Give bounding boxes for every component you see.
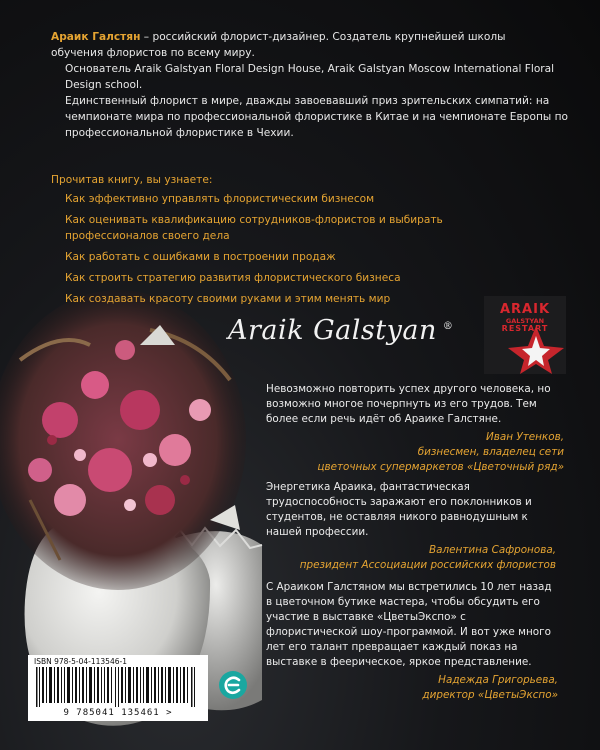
- review-quote: С Араиком Галстяном мы встретились 10 лет назад в цветочном бутике мастера, чтобы обсудить его участие в выставке «ЦветыЭкспо» с флористической шоу-программой. И вот уже много лет его талант превращает каждый показ на выставке в феерическое, яркое представление.: [266, 581, 552, 668]
- author-intro: [51, 29, 571, 141]
- barcode: [28, 655, 208, 721]
- author-signature: [228, 315, 453, 346]
- review-author: Валентина Сафронова,: [429, 544, 556, 556]
- review-author: Иван Утенков,: [486, 431, 564, 443]
- barcode-digits: 9 785041 135461 >: [63, 708, 173, 718]
- learn-list: [51, 191, 481, 307]
- learn-section: [51, 172, 481, 312]
- review-quote: Невозможно повторить успех другого человека, но возможно многое почерпнуть из его трудов. Тем более если речь идёт об Араике Галстяне.: [266, 383, 551, 425]
- bio-line1: – российский флорист-дизайнер. Создатель крупнейшей школы: [140, 31, 506, 43]
- barcode-bars: [36, 667, 200, 707]
- review-utenkov: [266, 382, 564, 475]
- review-role: президент Ассоциации российских флористов: [299, 559, 556, 571]
- logo-line1: ARAIK: [499, 302, 551, 317]
- list-item: Как эффективно управлять флористическим бизнесом: [65, 193, 375, 205]
- founder-text: Основатель Araik Galstyan Floral Design House, Araik Galstyan Moscow International Floral Design school.: [65, 63, 555, 91]
- learn-title: Прочитав книгу, вы узнаете:: [51, 174, 213, 186]
- restart-logo: [484, 296, 566, 374]
- review-grigorieva: [266, 580, 558, 703]
- review-quote: Энергетика Араика, фантастическая трудоспособность заражают его поклонников и студентов, не оставляя никого равнодушным к нашей профессии.: [266, 481, 532, 538]
- review-role: директор «ЦветыЭкспо»: [422, 689, 558, 701]
- review-author: Надежда Григорьева,: [438, 674, 558, 686]
- logo-line2: GALSTYAN: [505, 317, 545, 325]
- list-item: Как создавать красоту своими руками и этим менять мир: [65, 293, 391, 305]
- review-safronova: [266, 480, 556, 573]
- list-item: Как оценивать квалификацию сотрудников-флористов и выбирать профессионалов своего дела: [65, 214, 443, 242]
- achievement-text: Единственный флорист в мире, дважды завоевавший приз зрительских симпатий: на чемпионате мира по профессиональной флористике в Китае и на чемпионате Европы по профессиональной флористике в Чехии.: [65, 95, 569, 139]
- isbn-text: ISBN 978-5-04-113546-1: [34, 657, 127, 666]
- registered-mark: ®: [442, 321, 454, 332]
- list-item: Как работать с ошибками в построении продаж: [65, 251, 336, 263]
- review-role: цветочных супермаркетов «Цветочный ряд»: [317, 461, 564, 473]
- signature-text: Araik Galstyan: [228, 315, 437, 346]
- review-role: бизнесмен, владелец сети: [417, 446, 564, 458]
- bio-line2: обучения флористов по всему миру.: [51, 47, 255, 59]
- publisher-logo-icon: [218, 670, 248, 700]
- logo-line3: RESTART: [501, 324, 549, 333]
- bio-first-line: [51, 29, 571, 45]
- list-item: Как строить стратегию развития флористического бизнеса: [65, 272, 401, 284]
- author-name: Араик Галстян: [51, 31, 141, 43]
